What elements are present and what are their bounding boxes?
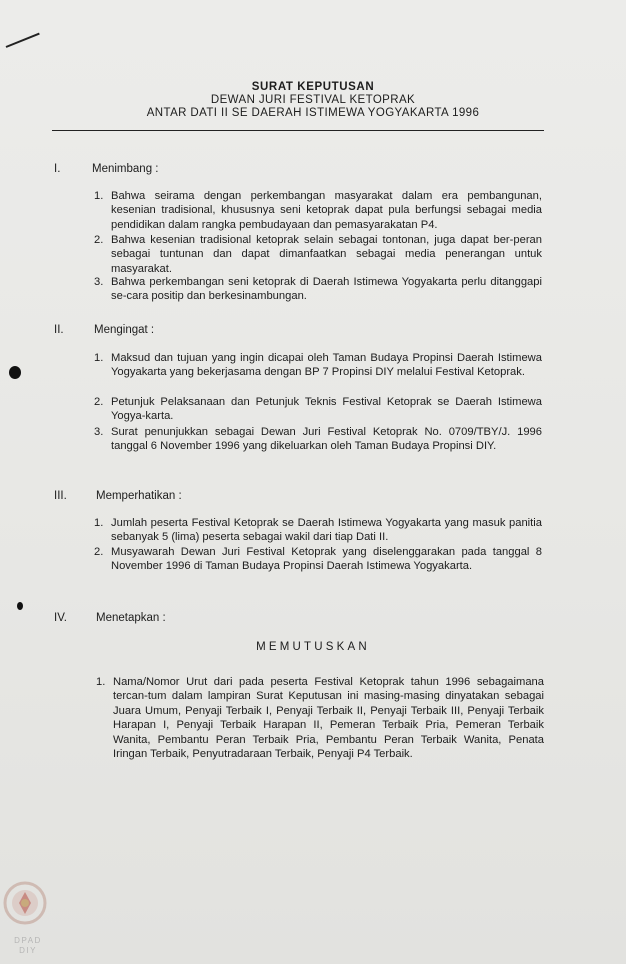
section-title: Memperhatikan :: [96, 490, 182, 502]
item-text: Petunjuk Pelaksanaan dan Petunjuk Teknis Festival Ketoprak se Daerah Istimewa Yogya-karta.: [111, 396, 542, 423]
item-number: 1.: [94, 352, 104, 364]
section-title: Menetapkan :: [96, 612, 166, 624]
document-title: SURAT KEPUTUSAN: [251, 81, 375, 93]
item-text: Jumlah peserta Festival Ketoprak se Daerah Istimewa Yogyakarta yang masuk panitia sebanyak 5 (lima) peserta sebagai wakil dari tiap Dati II.: [111, 517, 542, 544]
pen-mark: [6, 33, 40, 48]
section-number: III.: [54, 490, 67, 502]
item-text: Bahwa perkembangan seni ketoprak di Daerah Istimewa Yogyakarta perlu ditanggapi se-cara positip dan berkesinambungan.: [111, 276, 542, 303]
item-text: Maksud dan tujuan yang ingin dicapai oleh Taman Budaya Propinsi Daerah Istimewa Yogyakarta yang bekerjasama dengan BP 7 Propinsi DIY melalui Festival Ketoprak.: [111, 352, 542, 379]
document-header: [0, 80, 626, 120]
header-line-3: ANTAR DATI II SE DAERAH ISTIMEWA YOGYAKARTA 1996: [146, 107, 480, 119]
item-number: 2.: [94, 546, 104, 558]
punch-hole: [9, 366, 21, 379]
item-number: 3.: [94, 426, 104, 438]
section-number: II.: [54, 324, 64, 336]
section-number: IV.: [54, 612, 68, 624]
section-title: Menimbang :: [92, 163, 159, 175]
item-text: Surat penunjukkan sebagai Dewan Juri Festival Ketoprak No. 0709/TBY/J. 1996 tanggal 6 November 1996 yang dikeluarkan oleh Taman Budaya Propinsi DIY.: [111, 426, 542, 453]
item-text: Nama/Nomor Urut dari pada peserta Festival Ketoprak tahun 1996 sebagaimana tercan-tum dalam lampiran Surat Keputusan ini masing-masing dinyatakan sebagai Juara Umum, Penyaji Terbaik I, Penyaji Terbaik II, Penyaji Terbaik III, Penyaji Terbaik Harapan I, Penyaji Terbaik Harapan II, Pemeran Terbaik Pria, Pemeran Terbaik Wanita, Pembantu Peran Terbaik Pria, Pembantu Peran Terbaik Wanita, Penata Iringan Terbaik, Penyutradaraan Terbaik, Penyaji P4 Terbaik.: [113, 676, 544, 761]
section-number: I.: [54, 163, 61, 175]
archive-logo-icon: [2, 880, 48, 926]
item-text: Bahwa seirama dengan perkembangan masyarakat dalam era pembangunan, kesenian tradisional, khususnya seni ketoprak dapat pula berfungsi sebagai media pendidikan dalam rangka pembudayaan dan pemasyarakatan P4.: [111, 190, 542, 231]
archive-stamp: [2, 880, 48, 960]
item-number: 1.: [94, 517, 104, 529]
punch-hole: [17, 602, 23, 610]
stamp-label: DPAD: [14, 936, 42, 945]
item-number: 1.: [94, 190, 104, 202]
header-divider: [52, 130, 544, 131]
item-text: Musyawarah Dewan Juri Festival Ketoprak yang diselenggarakan pada tanggal 8 November 1996 di Taman Budaya Propinsi Daerah Istimewa Yogyakarta.: [111, 546, 542, 573]
item-text: Bahwa kesenian tradisional ketoprak selain sebagai tontonan, juga dapat ber-peran sebagai tuntunan dan dapat dimanfaatkan sebagai media penerangan untuk masyarakat.: [111, 234, 542, 275]
stamp-label: DIY: [19, 946, 37, 955]
decision-heading: MEMUTUSKAN: [256, 641, 370, 653]
section-title: Mengingat :: [94, 324, 155, 336]
item-number: 3.: [94, 276, 104, 288]
item-number: 2.: [94, 234, 104, 246]
item-number: 2.: [94, 396, 104, 408]
header-line-2: DEWAN JURI FESTIVAL KETOPRAK: [210, 94, 416, 106]
item-number: 1.: [96, 676, 106, 688]
